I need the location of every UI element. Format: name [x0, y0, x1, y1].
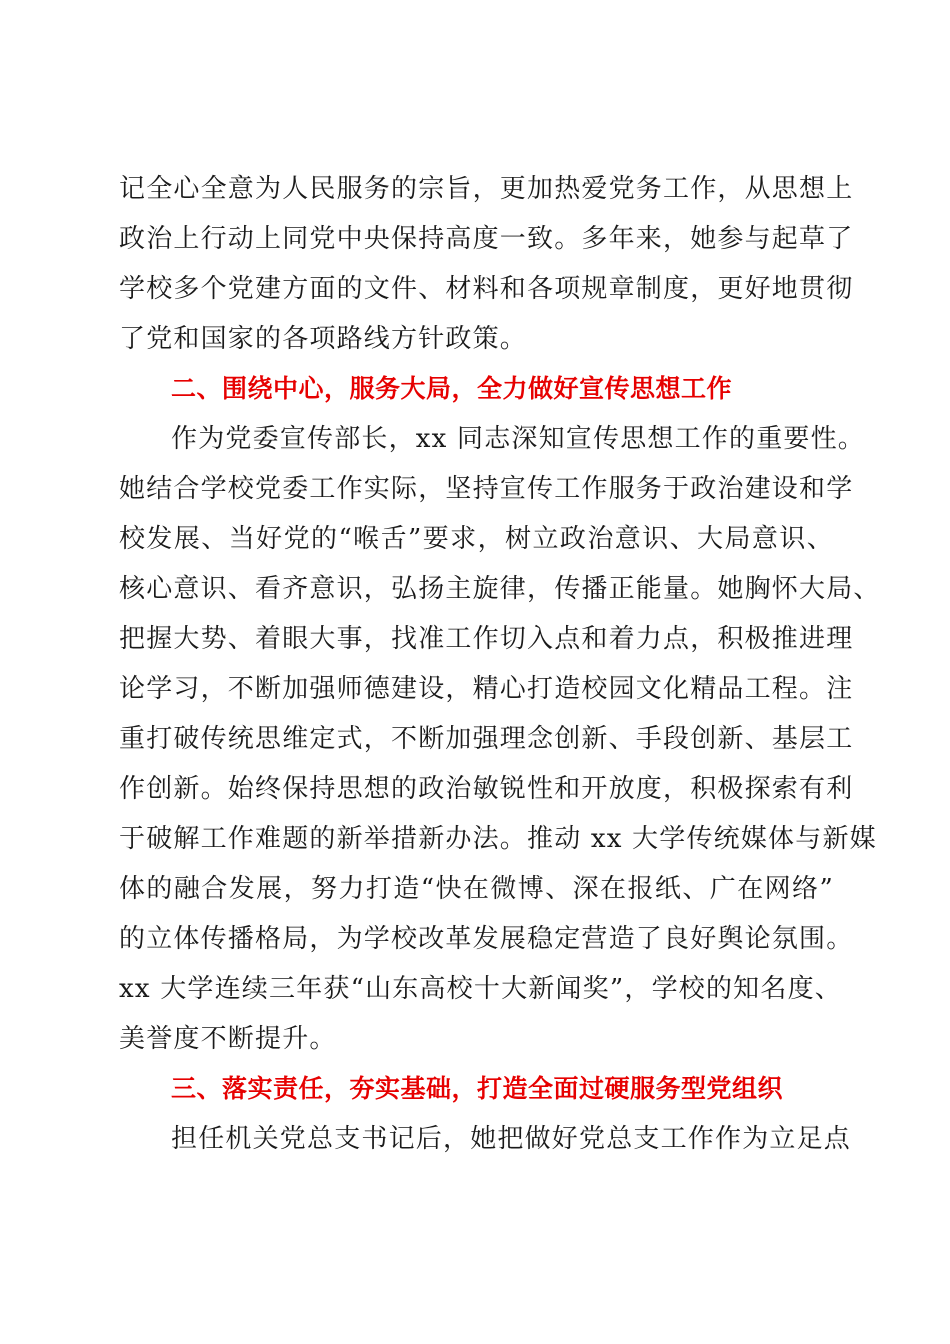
body-text-line: 论学习，不断加强师德建设，精心打造校园文化精品工程。注 — [119, 674, 854, 704]
body-text-line: 学校多个党建方面的文件、材料和各项规章制度，更好地贯彻 — [119, 274, 854, 304]
body-text-line: 把握大势、着眼大事，找准工作切入点和着力点，积极推进理 — [119, 624, 854, 654]
body-text-line: 于破解工作难题的新举措新办法。推动 xx 大学传统媒体与新媒 — [119, 824, 877, 854]
body-text-line: 的立体传播格局，为学校改革发展稳定营造了良好舆论氛围。 — [119, 924, 854, 954]
body-text-line: 核心意识、看齐意识，弘扬主旋律，传播正能量。她胸怀大局、 — [119, 574, 881, 604]
body-text-line: 美誉度不断提升。 — [119, 1024, 337, 1054]
body-text-line: 体的融合发展，努力打造“快在微博、深在报纸、广在网络” — [119, 874, 834, 904]
body-text-line: 政治上行动上同党中央保持高度一致。多年来，她参与起草了 — [119, 224, 854, 254]
section-heading: 二、围绕中心，服务大局，全力做好宣传思想工作 — [171, 374, 733, 403]
body-text-line: 校发展、当好党的“喉舌”要求，树立政治意识、大局意识、 — [119, 524, 834, 554]
body-text-line: 作创新。始终保持思想的政治敏锐性和开放度，积极探索有利 — [119, 774, 854, 804]
body-text-line: 记全心全意为人民服务的宗旨，更加热爱党务工作，从思想上 — [119, 174, 854, 204]
body-text-line: 作为党委宣传部长，xx 同志深知宣传思想工作的重要性。 — [171, 424, 865, 454]
body-text-line: 担任机关党总支书记后，她把做好党总支工作作为立足点 — [171, 1124, 852, 1154]
body-text-line: 了党和国家的各项路线方针政策。 — [119, 324, 528, 354]
body-text-line: 她结合学校党委工作实际，坚持宣传工作服务于政治建设和学 — [119, 474, 854, 504]
section-heading: 三、落实责任，夯实基础，打造全面过硬服务型党组织 — [171, 1074, 784, 1103]
body-text-line: 重打破传统思维定式，不断加强理念创新、手段创新、基层工 — [119, 724, 854, 754]
body-text-line: xx 大学连续三年获“山东高校十大新闻奖”，学校的知名度、 — [119, 974, 842, 1004]
